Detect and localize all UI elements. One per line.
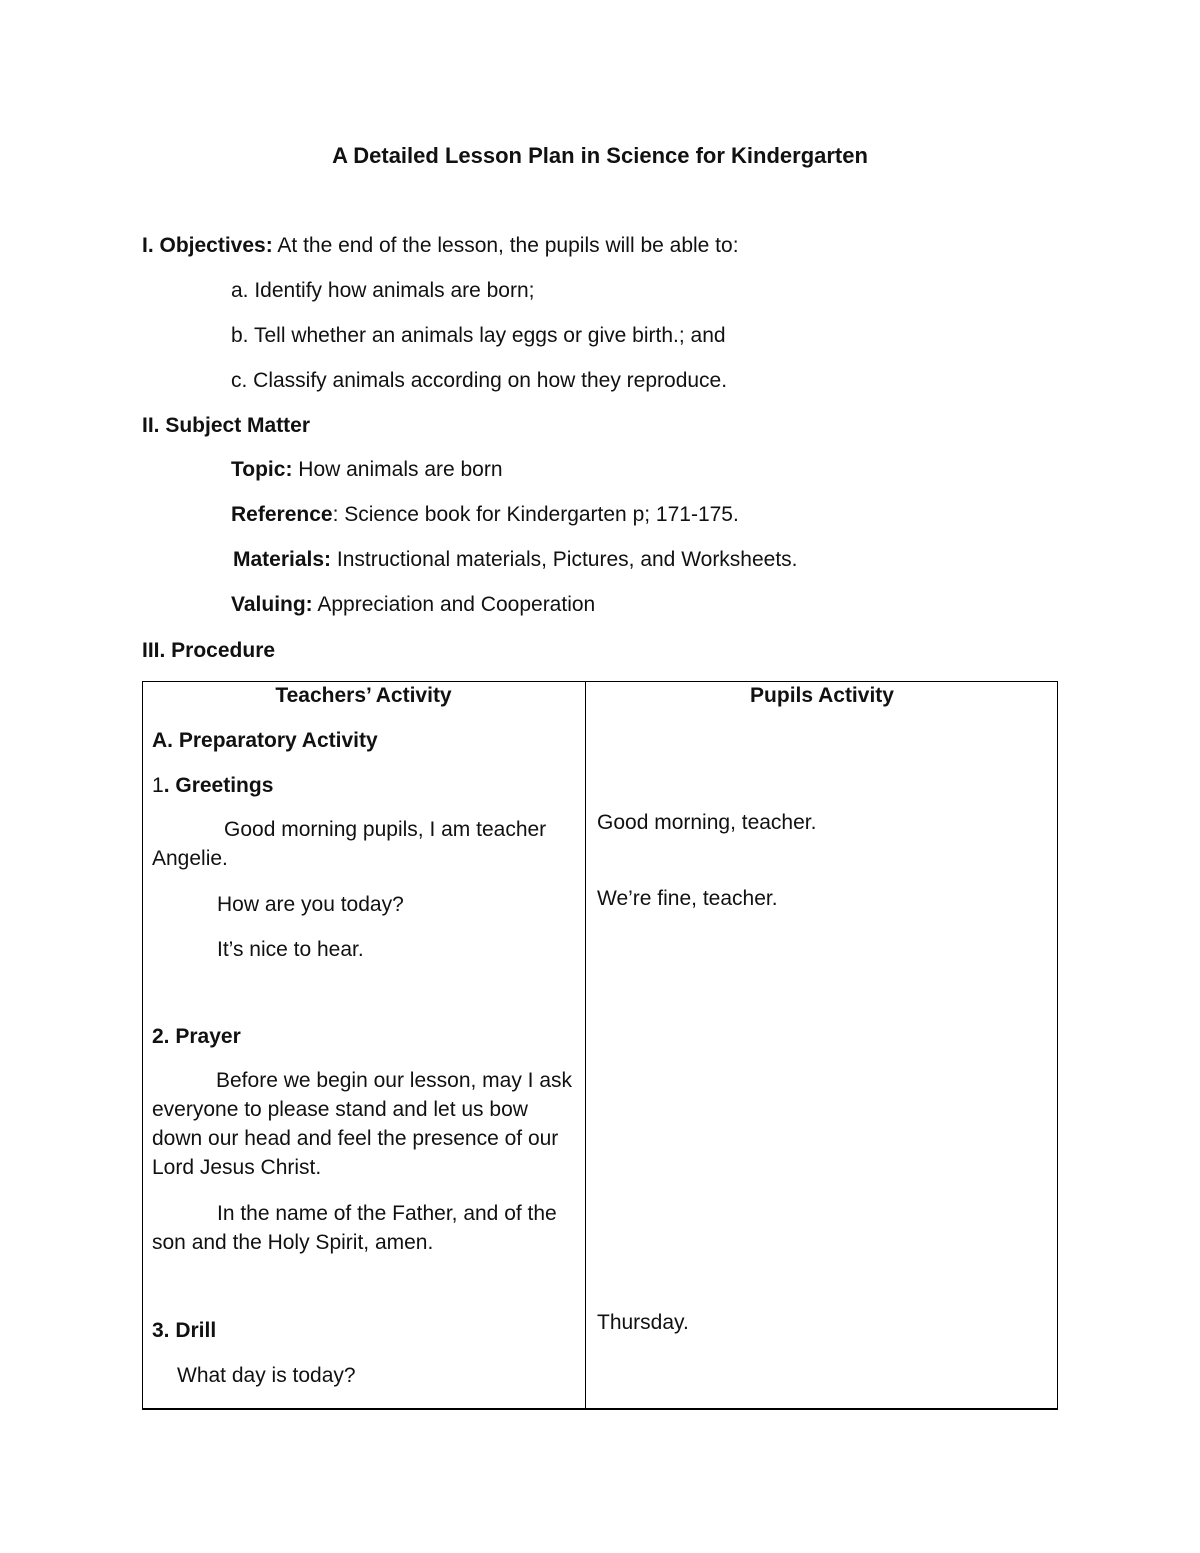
greetings-heading (152, 775, 273, 796)
teacher-activity-header: Teachers’ Activity (275, 684, 452, 707)
topic-label: Topic: (231, 458, 293, 481)
pupil-response-fine: We’re fine, teacher. (597, 887, 778, 910)
prayer-text-1: Before we begin our lesson, may I ask everyone to please stand and let us bow down our head and feel the presence of our Lord Jesus Christ. (152, 1069, 573, 1179)
prayer-heading: 2. Prayer (152, 1025, 241, 1048)
procedure-heading: III. Procedure (142, 639, 276, 662)
prayer-text-2: In the name of the Father, and of the son and the Holy Spirit, amen. (152, 1202, 557, 1254)
table-column-divider (585, 681, 586, 1410)
pupil-response-day: Thursday. (597, 1311, 689, 1334)
greetings-number: 1 (152, 774, 164, 797)
subject-matter-heading: II. Subject Matter (142, 414, 311, 437)
reference-label: Reference (231, 503, 333, 526)
objectives-line (142, 235, 739, 256)
objective-item-a: a. Identify how animals are born; (231, 279, 535, 302)
topic-value: How animals are born (292, 458, 503, 481)
topic-line (231, 459, 503, 480)
reference-line (231, 504, 739, 525)
page-title: A Detailed Lesson Plan in Science for Kindergarten (332, 143, 868, 168)
valuing-line (231, 594, 595, 615)
greetings-text-2: How are you today? (217, 893, 404, 916)
greetings-text-1: Good morning pupils, I am teacher Angelie. (152, 818, 547, 870)
reference-value: : Science book for Kindergarten p; 171-175. (332, 503, 739, 526)
objective-item-c: c. Classify animals according on how they reproduce. (231, 369, 728, 392)
pupils-activity-header: Pupils Activity (750, 684, 894, 707)
objectives-intro: At the end of the lesson, the pupils will be able to: (272, 234, 739, 257)
materials-value: Instructional materials, Pictures, and Worksheets. (331, 548, 798, 571)
materials-line (233, 549, 798, 570)
objective-item-b: b. Tell whether an animals lay eggs or give birth.; and (231, 324, 726, 347)
valuing-value: Appreciation and Cooperation (312, 593, 596, 616)
drill-heading: 3. Drill (152, 1319, 217, 1342)
materials-label: Materials: (233, 548, 332, 571)
objectives-heading: I. Objectives: (142, 234, 273, 257)
drill-text: What day is today? (177, 1364, 356, 1387)
valuing-label: Valuing: (231, 593, 313, 616)
greetings-text-3: It’s nice to hear. (217, 938, 364, 961)
pupil-response-greeting: Good morning, teacher. (597, 811, 817, 834)
procedure-table (142, 681, 1058, 1410)
greetings-label: . Greetings (163, 774, 274, 797)
preparatory-activity-heading: A. Preparatory Activity (152, 729, 378, 752)
